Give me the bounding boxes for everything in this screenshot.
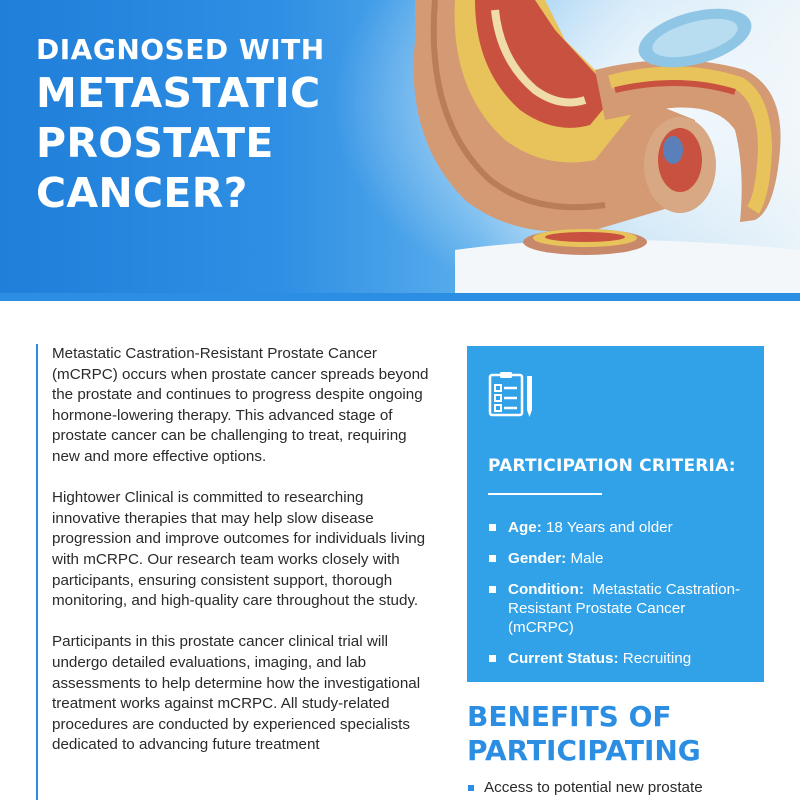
hero-title — [36, 32, 366, 218]
hero-title-line: PROSTATE — [36, 119, 274, 167]
hero-title-line: DIAGNOSED WITH — [36, 33, 325, 66]
checklist-icon — [488, 372, 536, 420]
criteria-item-age — [488, 518, 744, 537]
intro-paragraph: Hightower Clinical is committed to researching innovative therapies that may help slow disease progression and improve outcomes for individuals living with mCRPC. Our research team works closely with participants, ensuring consistent support, thorough monitoring, and high-quality care throughout the study. — [52, 489, 426, 610]
criteria-label: Age: — [508, 519, 542, 536]
criteria-item-location — [488, 680, 744, 699]
criteria-value: Oklahoma City, OK — [580, 681, 710, 698]
criteria-label: Location: — [508, 681, 577, 698]
criteria-list — [488, 518, 744, 699]
benefits-list — [467, 778, 787, 798]
hero-title-line: METASTATIC — [36, 69, 321, 117]
intro-paragraph: Metastatic Castration-Resistant Prostate Cancer (mCRPC) occurs when prostate cancer spreads beyond the prostate and continues to progress despite ongoing hormone-lowering therapy. This advanced stage of prostate cancer can be challenging to treat, requiring new and more effective options. — [52, 345, 429, 465]
criteria-item-condition — [488, 580, 744, 637]
hero-divider-stripe — [0, 293, 800, 301]
criteria-value: Recruiting — [622, 650, 692, 667]
benefits-heading-line: BENEFITS OF — [467, 700, 672, 733]
hero-title-line: CANCER? — [36, 169, 248, 217]
benefits-heading — [467, 700, 787, 768]
intro-paragraph: Participants in this prostate cancer clinical trial will undergo detailed evaluations, imaging, and lab assessments to help determine how the investigational treatment works against mCRPC. All study-related procedures are conducted by experienced specialists dedicated to advancing future treatment — [52, 633, 421, 754]
criteria-label: Condition: — [508, 581, 584, 598]
criteria-label: Current Status: — [508, 650, 619, 667]
criteria-label: Gender: — [508, 550, 567, 567]
criteria-value: 18 Years and older — [545, 519, 673, 536]
criteria-item-status — [488, 649, 744, 668]
intro-text-column — [36, 344, 436, 800]
criteria-item-gender — [488, 549, 744, 568]
benefits-heading-line: PARTICIPATING — [467, 734, 701, 767]
participation-criteria-box — [467, 346, 764, 698]
criteria-value: Metastatic Castration-Resistant Prostate Cancer (mCRPC) — [508, 581, 741, 636]
hero-banner — [0, 0, 800, 293]
criteria-divider — [488, 493, 602, 495]
criteria-heading: PARTICIPATION CRITERIA: — [488, 456, 736, 476]
benefits-item: Access to potential new prostate — [467, 778, 787, 798]
criteria-value: Male — [570, 550, 604, 567]
prostate-anatomical-model — [395, 0, 800, 293]
